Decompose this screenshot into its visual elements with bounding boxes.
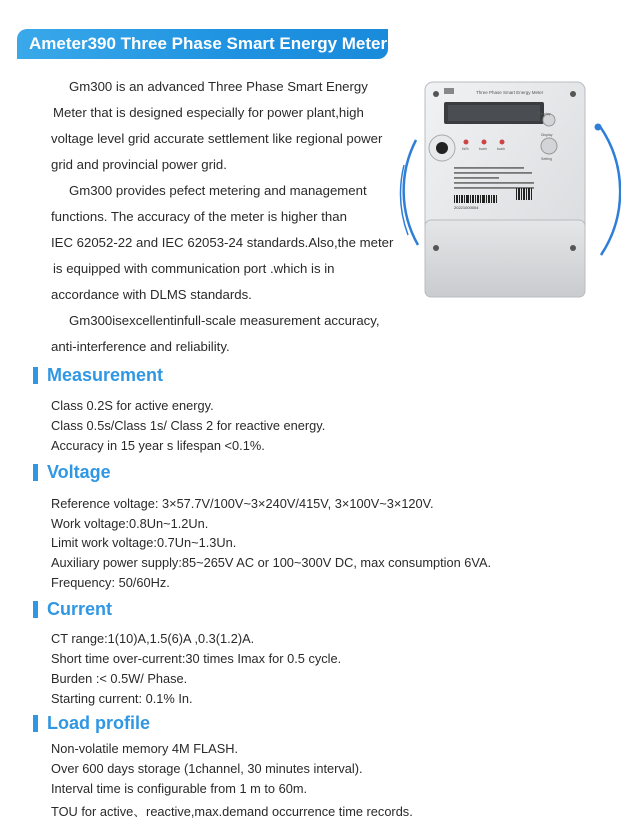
intro-line: Gm300 provides pefect metering and management bbox=[69, 183, 367, 198]
list-item: Burden :< 0.5W/ Phase. bbox=[51, 671, 188, 686]
list-item: TOU for active、reactive,max.demand occurrence time records. bbox=[51, 804, 413, 819]
section-header-load-profile bbox=[33, 712, 150, 734]
section-header-current bbox=[33, 598, 112, 620]
intro-line: IEC 62052-22 and IEC 62053-24 standards.Also,the meter bbox=[51, 235, 394, 250]
meter-header-text: Three Phase Smart Energy Meter bbox=[476, 90, 544, 95]
list-item: Limit work voltage:0.7Un~1.3Un. bbox=[51, 535, 237, 550]
terminal-cover bbox=[425, 220, 585, 297]
section-marker bbox=[33, 367, 38, 384]
section-marker bbox=[33, 715, 38, 732]
list-item: Accuracy in 15 year s lifespan <0.1%. bbox=[51, 438, 265, 453]
intro-line: grid and provincial power grid. bbox=[51, 157, 227, 172]
decor-arc-right bbox=[599, 125, 620, 255]
list-item: Frequency: 50/60Hz. bbox=[51, 575, 170, 590]
intro-line: anti-interference and reliability. bbox=[51, 339, 230, 354]
page-title: Ameter390 Three Phase Smart Energy Meter bbox=[17, 29, 388, 59]
list-item: Work voltage:0.8Un~1.2Un. bbox=[51, 516, 209, 531]
list-item: Starting current: 0.1% In. bbox=[51, 691, 193, 706]
section-header-voltage bbox=[33, 461, 111, 483]
meter-image bbox=[396, 70, 621, 310]
list-item: Non-volatile memory 4M FLASH. bbox=[51, 741, 239, 756]
intro-line: accordance with DLMS standards. bbox=[51, 287, 252, 302]
intro-line: functions. The accuracy of the meter is higher than bbox=[51, 209, 347, 224]
decor-dot bbox=[595, 124, 602, 131]
list-item: Reference voltage: 3×57.7V/100V~3×240V/415V, 3×100V~3×120V. bbox=[51, 496, 434, 511]
list-item: CT range:1(10)A,1.5(6)A ,0.3(1.2)A. bbox=[51, 631, 255, 646]
svg-text:kWh: kWh bbox=[462, 147, 469, 151]
list-item: Class 0.2S for active energy. bbox=[51, 398, 214, 413]
section-title: Current bbox=[47, 598, 113, 619]
section-title: Load profile bbox=[47, 712, 150, 733]
list-item: Class 0.5s/Class 1s/ Class 2 for reactive energy. bbox=[51, 418, 326, 433]
list-item: Interval time is configurable from 1 m to 60m. bbox=[51, 781, 308, 796]
intro-line: Meter that is designed especially for power plant,high bbox=[53, 105, 364, 120]
section-header-measurement bbox=[33, 364, 163, 386]
intro-line: Gm300isexcellentinfull-scale measurement accuracy, bbox=[69, 313, 380, 328]
svg-text:kvarh: kvarh bbox=[497, 147, 506, 151]
intro-line: Gm300 is an advanced Three Phase Smart Energy bbox=[69, 79, 368, 94]
list-item: Auxiliary power supply:85~265V AC or 100~300V DC, max consumption 6VA. bbox=[51, 555, 492, 570]
svg-text:kvarh: kvarh bbox=[479, 147, 488, 151]
svg-text:Display: Display bbox=[539, 112, 551, 116]
section-title: Voltage bbox=[47, 461, 111, 482]
list-item: Short time over-current:30 times Imax for 0.5 cycle. bbox=[51, 651, 342, 666]
svg-text:Display: Display bbox=[541, 133, 553, 137]
section-title: Measurement bbox=[47, 364, 164, 385]
svg-text:Setting: Setting bbox=[541, 157, 552, 161]
section-marker bbox=[33, 464, 38, 481]
meter-serial: 20221000004 bbox=[454, 205, 479, 210]
section-marker bbox=[33, 601, 38, 618]
list-item: Over 600 days storage (1channel, 30 minutes interval). bbox=[51, 761, 363, 776]
intro-line: voltage level grid accurate settlement like regional power bbox=[51, 131, 383, 146]
intro-line: is equipped with communication port .which is in bbox=[53, 261, 335, 276]
